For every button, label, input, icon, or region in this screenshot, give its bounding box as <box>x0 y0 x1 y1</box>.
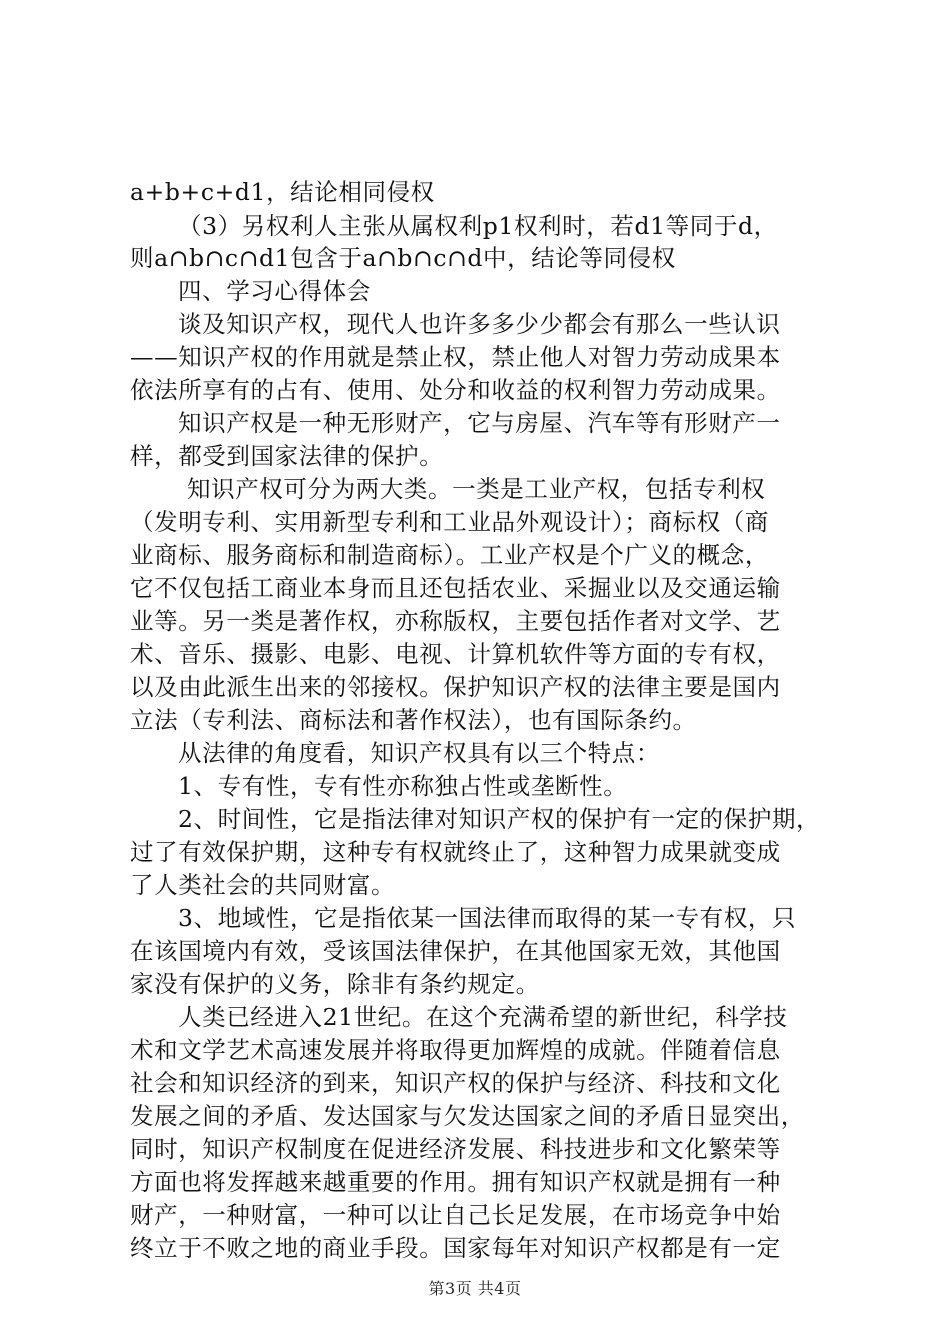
text-line: 知识产权是一种无形财产，它与房屋、汽车等有形财产一 <box>178 409 781 437</box>
page-footer: 第3页 共4页 <box>428 1279 522 1298</box>
text-line: 术、音乐、摄影、电影、电视、计算机软件等方面的专有权， <box>130 640 781 668</box>
list-item: 2、时间性，它是指法律对知识产权的保护有一定的保护期， <box>178 805 821 833</box>
text-line: 终立于不败之地的商业手段。国家每年对知识产权都是有一定 <box>130 1234 781 1262</box>
text-line: 社会和知识经济的到来，知识产权的保护与经济、科技和文化 <box>130 1069 781 1097</box>
text-line: 在该国境内有效，受该国法律保护，在其他国家无效，其他国 <box>130 937 781 965</box>
text-line: 过了有效保护期，这种专有权就终止了，这种智力成果就变成 <box>130 838 781 866</box>
text-line: 业等。另一类是著作权，亦称版权，主要包括作者对文学、艺 <box>130 607 781 635</box>
text-line: 发展之间的矛盾、发达国家与欠发达国家之间的矛盾日显突出， <box>130 1102 805 1130</box>
list-item: 1、专有性，专有性亦称独占性或垄断性。 <box>178 772 628 800</box>
text-line: 样，都受到国家法律的保护。 <box>130 442 444 470</box>
section-heading: 四、学习心得体会 <box>178 277 371 305</box>
text-line: 则a∩b∩c∩d1包含于a∩b∩c∩d中，结论等同侵权 <box>130 244 676 272</box>
text-line: 谈及知识产权，现代人也许多多少少都会有那么一些认识 <box>178 310 781 338</box>
text-line: 立法（专利法、商标法和著作权法），也有国际条约。 <box>130 706 697 734</box>
text-line: （发明专利、实用新型专利和工业品外观设计）；商标权（商 <box>130 508 769 536</box>
text-line: 以及由此派生出来的邻接权。保护知识产权的法律主要是国内 <box>130 673 781 701</box>
text-line: a+b+c+d1，结论相同侵权 <box>130 178 435 206</box>
text-line: 了人类社会的共同财富。 <box>130 871 396 899</box>
text-line: 家没有保护的义务，除非有条约规定。 <box>130 970 540 998</box>
text-line: 依法所享有的占有、使用、处分和收益的权利智力劳动成果。 <box>130 376 781 404</box>
text-line: 财产，一种财富，一种可以让自己长足发展，在市场竞争中始 <box>130 1201 781 1229</box>
text-line: ——知识产权的作用就是禁止权，禁止他人对智力劳动成果本 <box>130 343 781 371</box>
text-line: 知识产权可分为两大类。一类是工业产权，包括专利权 <box>187 475 766 503</box>
text-line: 从法律的角度看，知识产权具有以三个特点： <box>178 739 660 767</box>
text-line: 人类已经进入21世纪。在这个充满希望的新世纪，科学技 <box>178 1003 788 1031</box>
text-line: （3）另权利人主张从属权利p1权利时，若d1等同于d， <box>178 212 778 240</box>
list-item: 3、地域性，它是指依某一国法律而取得的某一专有权，只 <box>178 904 797 932</box>
text-line: 同时，知识产权制度在促进经济发展、科技进步和文化繁荣等 <box>130 1135 781 1163</box>
text-line: 方面也将发挥越来越重要的作用。拥有知识产权就是拥有一种 <box>130 1168 781 1196</box>
text-line: 它不仅包括工商业本身而且还包括农业、采掘业以及交通运输 <box>130 574 781 602</box>
text-line: 业商标、服务商标和制造商标）。工业产权是个广义的概念， <box>130 541 769 569</box>
text-line: 术和文学艺术高速发展并将取得更加辉煌的成就。伴随着信息 <box>130 1036 781 1064</box>
